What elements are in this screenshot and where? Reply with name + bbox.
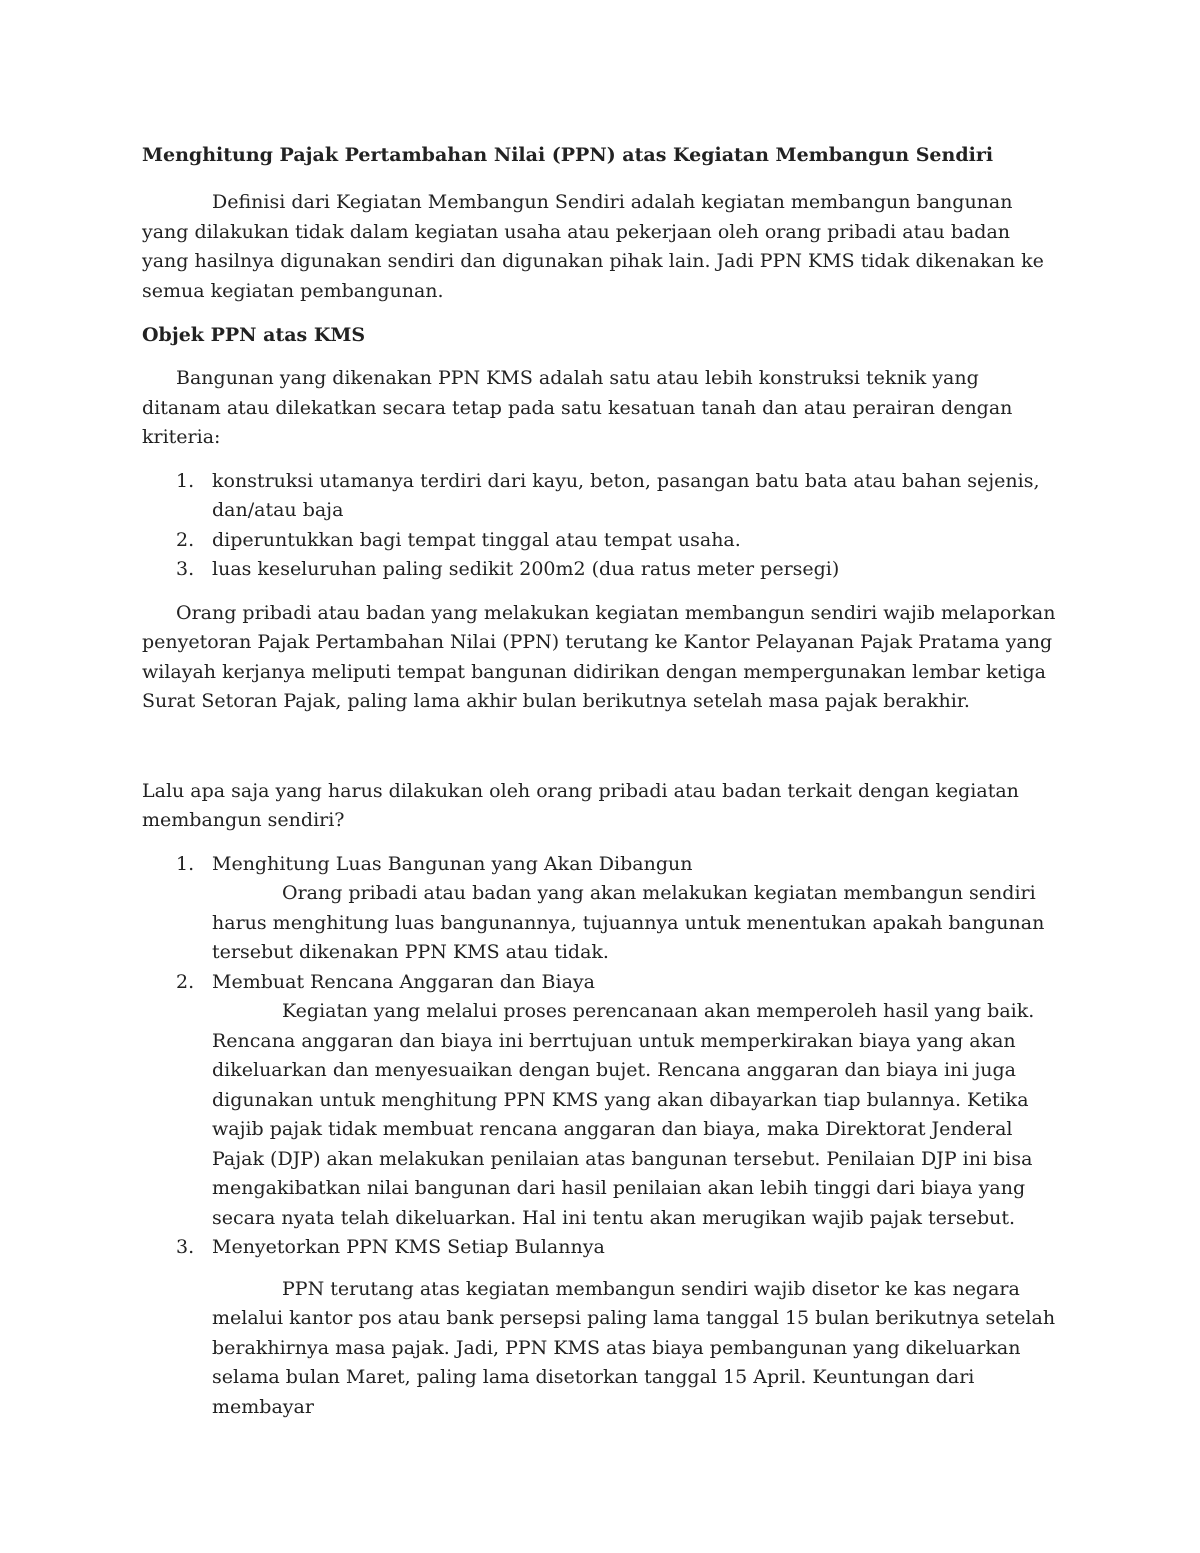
list-number: 3. [176,1236,195,1258]
step-title: Menghitung Luas Bangunan yang Akan Dibangun [212,852,693,875]
list-number: 2. [176,970,195,993]
objek-lead-paragraph: Bangunan yang dikenakan PPN KMS adalah satu atau lebih konstruksi teknik yang ditanam atau dilekatkan secara tetap pada satu kesatuan tanah dan atau perairan dengan kriteria: [142,367,1013,448]
step-body: Kegiatan yang melalui proses perencanaan akan memperoleh hasil yang baik. Rencana anggaran dan biaya ini berrtujuan untuk memperkirakan biaya yang akan dikeluarkan dan menyesuaikan dengan bujet. Rencana anggaran dan biaya ini juga digunakan untuk menghitung PPN KMS yang akan dibayarkan tiap bulannya. Ketika wajib pajak tidak membuat rencana anggaran dan biaya, maka Direktorat Jenderal Pajak (DJP) akan melakukan penilaian atas bangunan tersebut. Penilaian DJP ini bisa mengakibatkan nilai bangunan dari hasil penilaian akan lebih tinggi dari biaya yang secara nyata telah dikeluarkan. Hal ini tentu akan merugikan wajib pajak tersebut. [212,1000,1035,1229]
list-number: 3. [176,558,195,580]
list-item-text: luas keseluruhan paling sedikit 200m2 (dua ratus meter persegi) [212,558,840,580]
step-title: Menyetorkan PPN KMS Setiap Bulannya [212,1236,605,1258]
list-number: 1. [176,852,195,875]
section-heading-objek: Objek PPN atas KMS [142,324,366,346]
criteria-list [142,467,1062,585]
steps-question-paragraph: Lalu apa saja yang harus dilakukan oleh orang pribadi atau badan terkait dengan kegiatan membangun sendiri? [142,779,1019,831]
intro-paragraph: Definisi dari Kegiatan Membangun Sendiri adalah kegiatan membangun bangunan yang dilakukan tidak dalam kegiatan usaha atau pekerjaan oleh orang pribadi atau badan yang hasilnya digunakan sendiri dan digunakan pihak lain. Jadi PPN KMS tidak dikenakan ke semua kegiatan pembangunan. [142,191,1044,302]
list-item [142,850,1062,968]
list-item [142,555,1062,585]
list-number: 2. [176,528,195,551]
list-item [142,467,1062,526]
list-item [142,526,1062,556]
steps-list [142,850,1062,1423]
step-body: PPN terutang atas kegiatan membangun sendiri wajib disetor ke kas negara melalui kantor pos atau bank persepsi paling lama tanggal 15 bulan berikutnya setelah berakhirnya masa pajak. Jadi, PPN KMS atas biaya pembangunan yang dikeluarkan selama bulan Maret, paling lama disetorkan tanggal 15 April. Keuntungan dari membayar [212,1277,1056,1418]
document-page [142,140,1062,1436]
step-title: Membuat Rencana Anggaran dan Biaya [212,970,595,993]
list-number: 1. [176,469,195,492]
document-title: Menghitung Pajak Pertambahan Nilai (PPN) atas Kegiatan Membangun Sendiri [142,144,994,166]
objek-closing-paragraph: Orang pribadi atau badan yang melakukan kegiatan membangun sendiri wajib melaporkan penyetoran Pajak Pertambahan Nilai (PPN) terutang ke Kantor Pelayanan Pajak Pratama yang wilayah kerjanya meliputi tempat bangunan didirikan dengan mempergunakan lembar ketiga Surat Setoran Pajak, paling lama akhir bulan berikutnya setelah masa pajak berakhir. [142,601,1056,712]
list-item [142,1233,1062,1422]
blank-line [142,731,1062,777]
list-item [142,968,1062,1234]
step-body: Orang pribadi atau badan yang akan melakukan kegiatan membangun sendiri harus menghitung luas bangunannya, tujuannya untuk menentukan apakah bangunan tersebut dikenakan PPN KMS atau tidak. [212,882,1045,963]
list-item-text: konstruksi utamanya terdiri dari kayu, beton, pasangan batu bata atau bahan sejenis, dan/atau baja [212,469,1040,521]
list-item-text: diperuntukkan bagi tempat tinggal atau tempat usaha. [212,528,741,551]
